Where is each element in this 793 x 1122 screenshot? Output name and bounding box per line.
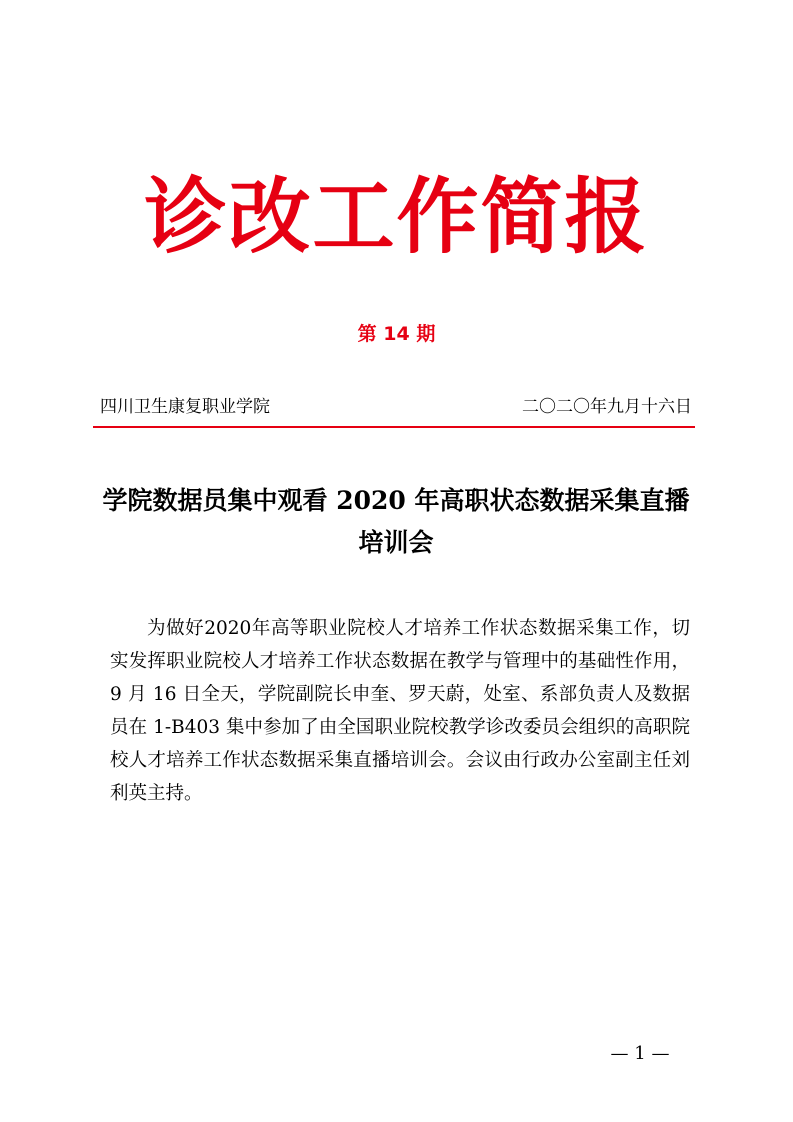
article-body: 为做好2020年高等职业院校人才培养工作状态数据采集工作，切实发挥职业院校人才培养工作状态数据在教学与管理中的基础性作用，9 月 16 日全天，学院副院长申奎、罗天蔚，处室、系部负责人及数据员在 1-B403 集中参加了由全国职业院校教学诊改委员会组织的高职院校人才培养工作状态数据采集直播培训会。会议由行政办公室副主任刘利英主持。 xyxy=(110,618,690,804)
organization-name: 四川卫生康复职业学院 xyxy=(100,397,270,417)
red-divider-line xyxy=(93,426,695,428)
issue-date: 二〇二〇年九月十六日 xyxy=(522,397,692,417)
issue-number: 第 14 期 xyxy=(357,323,436,345)
masthead-title: 诊改工作简报 xyxy=(144,170,649,265)
meta-row xyxy=(96,394,692,420)
page-number: — 1 — xyxy=(610,1043,670,1064)
article-title: 学院数据员集中观看 2020 年高职状态数据采集直播培训会 xyxy=(102,486,690,557)
